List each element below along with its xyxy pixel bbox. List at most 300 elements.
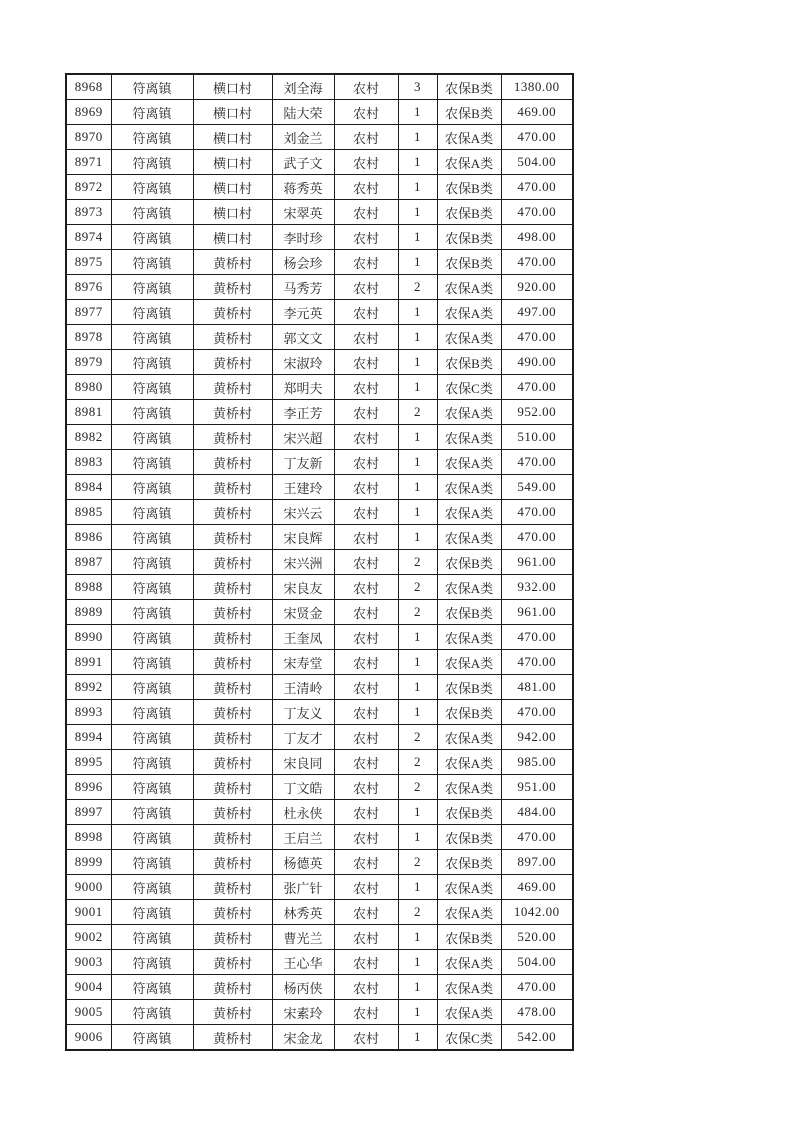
cell-residence: 农村 <box>334 150 398 175</box>
cell-category: 农保B类 <box>437 600 501 625</box>
cell-category: 农保B类 <box>437 800 501 825</box>
table-row <box>66 300 573 325</box>
cell-name: 王清岭 <box>272 675 334 700</box>
cell-residence: 农村 <box>334 375 398 400</box>
cell-count: 2 <box>398 400 437 425</box>
cell-amount: 470.00 <box>501 175 573 200</box>
cell-amount: 481.00 <box>501 675 573 700</box>
cell-amount: 498.00 <box>501 225 573 250</box>
cell-count: 2 <box>398 900 437 925</box>
cell-category: 农保A类 <box>437 900 501 925</box>
cell-count: 1 <box>398 925 437 950</box>
cell-residence: 农村 <box>334 275 398 300</box>
cell-category: 农保A类 <box>437 625 501 650</box>
cell-residence: 农村 <box>334 875 398 900</box>
cell-town: 符离镇 <box>111 700 193 725</box>
cell-name: 李正芳 <box>272 400 334 425</box>
cell-town: 符离镇 <box>111 125 193 150</box>
table-row <box>66 400 573 425</box>
table-row <box>66 450 573 475</box>
cell-category: 农保B类 <box>437 250 501 275</box>
cell-category: 农保A类 <box>437 475 501 500</box>
cell-count: 2 <box>398 275 437 300</box>
cell-serial: 9005 <box>66 1000 111 1025</box>
cell-amount: 549.00 <box>501 475 573 500</box>
cell-serial: 8992 <box>66 675 111 700</box>
cell-town: 符离镇 <box>111 1000 193 1025</box>
cell-residence: 农村 <box>334 900 398 925</box>
cell-name: 杨丙侠 <box>272 975 334 1000</box>
cell-village: 黄桥村 <box>193 725 272 750</box>
cell-name: 刘金兰 <box>272 125 334 150</box>
cell-category: 农保B类 <box>437 350 501 375</box>
cell-town: 符离镇 <box>111 74 193 100</box>
cell-count: 1 <box>398 175 437 200</box>
table-body <box>66 74 573 1050</box>
cell-village: 黄桥村 <box>193 475 272 500</box>
cell-count: 1 <box>398 150 437 175</box>
table-row <box>66 425 573 450</box>
cell-serial: 8984 <box>66 475 111 500</box>
cell-amount: 951.00 <box>501 775 573 800</box>
cell-count: 1 <box>398 225 437 250</box>
cell-amount: 470.00 <box>501 825 573 850</box>
cell-name: 王建玲 <box>272 475 334 500</box>
cell-category: 农保A类 <box>437 500 501 525</box>
cell-serial: 8999 <box>66 850 111 875</box>
table-row <box>66 74 573 100</box>
table-row <box>66 1000 573 1025</box>
cell-amount: 470.00 <box>501 625 573 650</box>
cell-village: 黄桥村 <box>193 950 272 975</box>
cell-amount: 985.00 <box>501 750 573 775</box>
table-row <box>66 975 573 1000</box>
cell-village: 黄桥村 <box>193 975 272 1000</box>
table-row <box>66 850 573 875</box>
cell-amount: 470.00 <box>501 975 573 1000</box>
cell-category: 农保C类 <box>437 1025 501 1051</box>
cell-name: 宋良辉 <box>272 525 334 550</box>
cell-category: 农保A类 <box>437 325 501 350</box>
cell-category: 农保A类 <box>437 275 501 300</box>
table-row <box>66 350 573 375</box>
cell-village: 横口村 <box>193 175 272 200</box>
cell-amount: 470.00 <box>501 525 573 550</box>
cell-category: 农保A类 <box>437 725 501 750</box>
cell-name: 丁文皓 <box>272 775 334 800</box>
cell-village: 黄桥村 <box>193 600 272 625</box>
cell-amount: 470.00 <box>501 650 573 675</box>
cell-amount: 470.00 <box>501 700 573 725</box>
cell-count: 1 <box>398 825 437 850</box>
cell-name: 刘全海 <box>272 74 334 100</box>
cell-serial: 8979 <box>66 350 111 375</box>
cell-category: 农保B类 <box>437 700 501 725</box>
cell-town: 符离镇 <box>111 750 193 775</box>
cell-serial: 8982 <box>66 425 111 450</box>
cell-count: 2 <box>398 725 437 750</box>
cell-amount: 932.00 <box>501 575 573 600</box>
cell-category: 农保A类 <box>437 400 501 425</box>
cell-count: 1 <box>398 475 437 500</box>
cell-category: 农保A类 <box>437 125 501 150</box>
cell-count: 1 <box>398 800 437 825</box>
cell-serial: 8990 <box>66 625 111 650</box>
table-row <box>66 700 573 725</box>
cell-amount: 510.00 <box>501 425 573 450</box>
table-row <box>66 750 573 775</box>
cell-name: 王奎凤 <box>272 625 334 650</box>
table-row <box>66 650 573 675</box>
cell-count: 3 <box>398 74 437 100</box>
table-row <box>66 375 573 400</box>
cell-category: 农保B类 <box>437 550 501 575</box>
cell-serial: 9006 <box>66 1025 111 1051</box>
cell-amount: 1042.00 <box>501 900 573 925</box>
cell-village: 黄桥村 <box>193 550 272 575</box>
cell-town: 符离镇 <box>111 100 193 125</box>
cell-amount: 942.00 <box>501 725 573 750</box>
cell-town: 符离镇 <box>111 275 193 300</box>
cell-name: 林秀英 <box>272 900 334 925</box>
cell-residence: 农村 <box>334 750 398 775</box>
cell-serial: 8976 <box>66 275 111 300</box>
cell-serial: 8980 <box>66 375 111 400</box>
cell-village: 横口村 <box>193 125 272 150</box>
cell-category: 农保B类 <box>437 175 501 200</box>
cell-town: 符离镇 <box>111 250 193 275</box>
table-row <box>66 725 573 750</box>
cell-count: 2 <box>398 550 437 575</box>
cell-town: 符离镇 <box>111 500 193 525</box>
cell-category: 农保A类 <box>437 975 501 1000</box>
table-row <box>66 525 573 550</box>
table-row <box>66 175 573 200</box>
cell-category: 农保A类 <box>437 300 501 325</box>
cell-category: 农保B类 <box>437 925 501 950</box>
cell-residence: 农村 <box>334 600 398 625</box>
cell-serial: 8993 <box>66 700 111 725</box>
cell-category: 农保B类 <box>437 200 501 225</box>
cell-residence: 农村 <box>334 1025 398 1051</box>
cell-town: 符离镇 <box>111 875 193 900</box>
cell-residence: 农村 <box>334 500 398 525</box>
cell-village: 黄桥村 <box>193 900 272 925</box>
cell-village: 黄桥村 <box>193 875 272 900</box>
cell-serial: 8981 <box>66 400 111 425</box>
cell-count: 1 <box>398 700 437 725</box>
cell-amount: 470.00 <box>501 450 573 475</box>
cell-count: 2 <box>398 600 437 625</box>
cell-count: 1 <box>398 250 437 275</box>
cell-name: 杜永侠 <box>272 800 334 825</box>
cell-count: 1 <box>398 650 437 675</box>
cell-category: 农保A类 <box>437 750 501 775</box>
cell-serial: 8969 <box>66 100 111 125</box>
cell-serial: 8971 <box>66 150 111 175</box>
cell-serial: 9000 <box>66 875 111 900</box>
cell-residence: 农村 <box>334 800 398 825</box>
cell-category: 农保A类 <box>437 150 501 175</box>
cell-name: 马秀芳 <box>272 275 334 300</box>
cell-village: 黄桥村 <box>193 700 272 725</box>
cell-serial: 8994 <box>66 725 111 750</box>
cell-amount: 470.00 <box>501 125 573 150</box>
cell-serial: 8970 <box>66 125 111 150</box>
cell-residence: 农村 <box>334 400 398 425</box>
cell-town: 符离镇 <box>111 650 193 675</box>
cell-category: 农保A类 <box>437 575 501 600</box>
cell-category: 农保A类 <box>437 950 501 975</box>
cell-count: 1 <box>398 450 437 475</box>
cell-village: 黄桥村 <box>193 850 272 875</box>
table-row <box>66 550 573 575</box>
cell-residence: 农村 <box>334 225 398 250</box>
cell-amount: 470.00 <box>501 500 573 525</box>
cell-town: 符离镇 <box>111 450 193 475</box>
cell-amount: 470.00 <box>501 325 573 350</box>
table-row <box>66 500 573 525</box>
cell-town: 符离镇 <box>111 1025 193 1051</box>
cell-name: 丁友才 <box>272 725 334 750</box>
cell-town: 符离镇 <box>111 925 193 950</box>
table-row <box>66 475 573 500</box>
cell-name: 宋贤金 <box>272 600 334 625</box>
cell-village: 黄桥村 <box>193 350 272 375</box>
cell-town: 符离镇 <box>111 950 193 975</box>
table-row <box>66 825 573 850</box>
cell-village: 黄桥村 <box>193 925 272 950</box>
cell-name: 丁友新 <box>272 450 334 475</box>
cell-name: 杨会珍 <box>272 250 334 275</box>
cell-count: 1 <box>398 675 437 700</box>
cell-serial: 8996 <box>66 775 111 800</box>
cell-village: 黄桥村 <box>193 425 272 450</box>
cell-serial: 8987 <box>66 550 111 575</box>
cell-residence: 农村 <box>334 725 398 750</box>
cell-town: 符离镇 <box>111 775 193 800</box>
cell-residence: 农村 <box>334 74 398 100</box>
cell-village: 黄桥村 <box>193 275 272 300</box>
cell-serial: 8972 <box>66 175 111 200</box>
table-row <box>66 600 573 625</box>
cell-count: 1 <box>398 525 437 550</box>
cell-amount: 490.00 <box>501 350 573 375</box>
cell-village: 黄桥村 <box>193 750 272 775</box>
cell-town: 符离镇 <box>111 900 193 925</box>
table-row <box>66 775 573 800</box>
cell-town: 符离镇 <box>111 575 193 600</box>
cell-count: 1 <box>398 625 437 650</box>
cell-category: 农保A类 <box>437 450 501 475</box>
cell-town: 符离镇 <box>111 175 193 200</box>
cell-residence: 农村 <box>334 200 398 225</box>
cell-serial: 8989 <box>66 600 111 625</box>
cell-residence: 农村 <box>334 575 398 600</box>
cell-amount: 484.00 <box>501 800 573 825</box>
table-row <box>66 200 573 225</box>
cell-serial: 8988 <box>66 575 111 600</box>
cell-residence: 农村 <box>334 425 398 450</box>
table-row <box>66 250 573 275</box>
cell-amount: 1380.00 <box>501 74 573 100</box>
cell-town: 符离镇 <box>111 525 193 550</box>
cell-category: 农保B类 <box>437 225 501 250</box>
cell-name: 宋淑玲 <box>272 350 334 375</box>
cell-town: 符离镇 <box>111 600 193 625</box>
cell-town: 符离镇 <box>111 550 193 575</box>
cell-name: 曹光兰 <box>272 925 334 950</box>
table-row <box>66 100 573 125</box>
cell-town: 符离镇 <box>111 225 193 250</box>
cell-town: 符离镇 <box>111 800 193 825</box>
cell-serial: 8974 <box>66 225 111 250</box>
cell-amount: 470.00 <box>501 250 573 275</box>
table-row <box>66 800 573 825</box>
cell-serial: 8973 <box>66 200 111 225</box>
cell-category: 农保A类 <box>437 650 501 675</box>
cell-residence: 农村 <box>334 1000 398 1025</box>
cell-name: 陆大荣 <box>272 100 334 125</box>
cell-name: 宋良同 <box>272 750 334 775</box>
cell-amount: 897.00 <box>501 850 573 875</box>
cell-residence: 农村 <box>334 250 398 275</box>
cell-amount: 961.00 <box>501 600 573 625</box>
cell-name: 宋翠英 <box>272 200 334 225</box>
cell-village: 黄桥村 <box>193 800 272 825</box>
cell-town: 符离镇 <box>111 825 193 850</box>
cell-residence: 农村 <box>334 775 398 800</box>
cell-category: 农保A类 <box>437 525 501 550</box>
cell-serial: 9002 <box>66 925 111 950</box>
cell-name: 李时珍 <box>272 225 334 250</box>
cell-category: 农保A类 <box>437 1000 501 1025</box>
cell-residence: 农村 <box>334 525 398 550</box>
cell-amount: 470.00 <box>501 375 573 400</box>
table-row <box>66 225 573 250</box>
cell-village: 黄桥村 <box>193 1000 272 1025</box>
cell-village: 黄桥村 <box>193 375 272 400</box>
cell-village: 黄桥村 <box>193 775 272 800</box>
cell-amount: 542.00 <box>501 1025 573 1051</box>
cell-name: 宋素玲 <box>272 1000 334 1025</box>
cell-name: 宋良友 <box>272 575 334 600</box>
cell-residence: 农村 <box>334 975 398 1000</box>
cell-serial: 8986 <box>66 525 111 550</box>
cell-village: 黄桥村 <box>193 525 272 550</box>
cell-village: 横口村 <box>193 150 272 175</box>
records-table <box>65 73 574 1051</box>
cell-village: 横口村 <box>193 74 272 100</box>
cell-serial: 8995 <box>66 750 111 775</box>
cell-village: 黄桥村 <box>193 325 272 350</box>
cell-category: 农保A类 <box>437 775 501 800</box>
cell-town: 符离镇 <box>111 200 193 225</box>
cell-count: 2 <box>398 775 437 800</box>
cell-name: 张广针 <box>272 875 334 900</box>
cell-residence: 农村 <box>334 650 398 675</box>
cell-count: 2 <box>398 850 437 875</box>
cell-residence: 农村 <box>334 950 398 975</box>
cell-village: 黄桥村 <box>193 625 272 650</box>
cell-village: 黄桥村 <box>193 825 272 850</box>
cell-category: 农保B类 <box>437 74 501 100</box>
cell-count: 1 <box>398 125 437 150</box>
cell-amount: 469.00 <box>501 875 573 900</box>
table-row <box>66 950 573 975</box>
cell-amount: 504.00 <box>501 950 573 975</box>
cell-town: 符离镇 <box>111 325 193 350</box>
cell-village: 黄桥村 <box>193 1025 272 1051</box>
cell-count: 1 <box>398 425 437 450</box>
cell-town: 符离镇 <box>111 350 193 375</box>
cell-amount: 961.00 <box>501 550 573 575</box>
cell-residence: 农村 <box>334 475 398 500</box>
cell-count: 2 <box>398 750 437 775</box>
cell-serial: 8968 <box>66 74 111 100</box>
cell-name: 蒋秀英 <box>272 175 334 200</box>
cell-count: 1 <box>398 300 437 325</box>
cell-name: 武子文 <box>272 150 334 175</box>
cell-town: 符离镇 <box>111 300 193 325</box>
table-row <box>66 875 573 900</box>
cell-village: 黄桥村 <box>193 500 272 525</box>
table-row <box>66 1025 573 1051</box>
cell-town: 符离镇 <box>111 675 193 700</box>
cell-residence: 农村 <box>334 550 398 575</box>
cell-village: 黄桥村 <box>193 250 272 275</box>
cell-amount: 952.00 <box>501 400 573 425</box>
cell-category: 农保B类 <box>437 675 501 700</box>
cell-village: 黄桥村 <box>193 575 272 600</box>
cell-amount: 520.00 <box>501 925 573 950</box>
cell-residence: 农村 <box>334 100 398 125</box>
cell-count: 1 <box>398 350 437 375</box>
cell-village: 黄桥村 <box>193 400 272 425</box>
table-row <box>66 925 573 950</box>
cell-name: 杨德英 <box>272 850 334 875</box>
table-row <box>66 325 573 350</box>
cell-village: 黄桥村 <box>193 300 272 325</box>
cell-serial: 9004 <box>66 975 111 1000</box>
table-row <box>66 625 573 650</box>
cell-residence: 农村 <box>334 300 398 325</box>
table-row <box>66 675 573 700</box>
cell-category: 农保B类 <box>437 850 501 875</box>
cell-village: 横口村 <box>193 100 272 125</box>
cell-name: 李元英 <box>272 300 334 325</box>
cell-residence: 农村 <box>334 325 398 350</box>
cell-serial: 8975 <box>66 250 111 275</box>
table-row <box>66 900 573 925</box>
cell-amount: 469.00 <box>501 100 573 125</box>
cell-serial: 8985 <box>66 500 111 525</box>
cell-residence: 农村 <box>334 700 398 725</box>
cell-category: 农保B类 <box>437 100 501 125</box>
cell-residence: 农村 <box>334 625 398 650</box>
cell-town: 符离镇 <box>111 850 193 875</box>
cell-town: 符离镇 <box>111 400 193 425</box>
cell-residence: 农村 <box>334 175 398 200</box>
cell-category: 农保A类 <box>437 425 501 450</box>
cell-count: 1 <box>398 500 437 525</box>
cell-serial: 8977 <box>66 300 111 325</box>
cell-amount: 497.00 <box>501 300 573 325</box>
cell-amount: 920.00 <box>501 275 573 300</box>
cell-village: 横口村 <box>193 225 272 250</box>
cell-amount: 470.00 <box>501 200 573 225</box>
cell-serial: 9001 <box>66 900 111 925</box>
